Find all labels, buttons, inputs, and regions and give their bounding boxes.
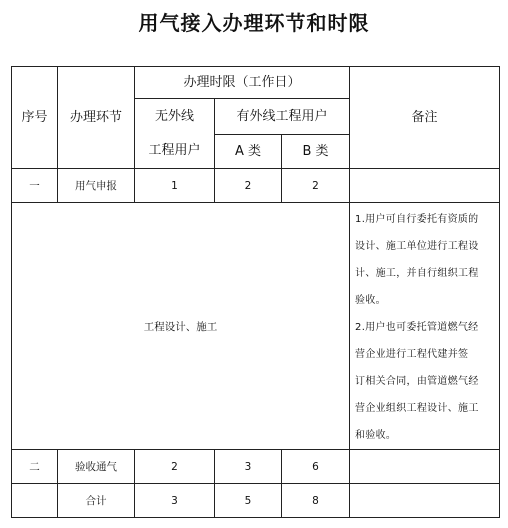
remark-line: 设计、施工单位进行工程设 (355, 241, 479, 252)
row-remark (350, 450, 500, 484)
row-class-b-total: 8 (282, 484, 350, 518)
row-no-external-days: 2 (135, 450, 215, 484)
header-time-limit: 办理时限（工作日） (135, 67, 350, 99)
header-seq: 序号 (12, 67, 58, 169)
remark-line: 2.用户也可委托管道燃气经 (355, 322, 479, 333)
table-row (12, 169, 500, 203)
remark-line: 和验收。 (355, 430, 397, 441)
table-row (12, 203, 500, 450)
document-title: 用气接入办理环节和时限 (138, 11, 370, 35)
remark-line: 验收。 (355, 295, 386, 306)
row-class-a-days: 3 (215, 450, 282, 484)
row-stage-total: 合计 (58, 484, 135, 518)
header-remarks: 备注 (350, 67, 500, 169)
row-no-external-days: 1 (135, 169, 215, 203)
header-class-b: B 类 (282, 135, 350, 169)
row-remark-notes (350, 203, 500, 450)
remark-line: 订相关合同，由管道燃气经 (355, 376, 479, 387)
table-row (12, 450, 500, 484)
row-remark (350, 484, 500, 518)
row-class-b-days: 6 (282, 450, 350, 484)
row-class-a-days: 2 (215, 169, 282, 203)
remark-line: 计、施工，并自行组织工程 (355, 268, 479, 279)
row-seq: 一 (12, 169, 58, 203)
remark-line: 营企业组织工程设计、施工 (355, 403, 479, 414)
header-with-external: 有外线工程用户 (215, 99, 350, 135)
remark-line: 营企业进行工程代建并签 (355, 349, 469, 360)
remark-line: 1.用户可自行委托有资质的 (355, 214, 479, 225)
row-no-external-total: 3 (135, 484, 215, 518)
row-seq: 二 (12, 450, 58, 484)
header-stage: 办理环节 (58, 67, 135, 169)
row-stage-merged: 工程设计、施工 (12, 203, 350, 450)
table-row (12, 484, 500, 518)
row-stage: 验收通气 (58, 450, 135, 484)
time-limit-table (11, 66, 500, 518)
header-no-external-users: 工程用户 (135, 135, 215, 169)
header-no-external: 无外线 (135, 99, 215, 135)
row-remark (350, 169, 500, 203)
row-stage: 用气申报 (58, 169, 135, 203)
row-class-b-days: 2 (282, 169, 350, 203)
header-class-a: A 类 (215, 135, 282, 169)
row-seq (12, 484, 58, 518)
row-class-a-total: 5 (215, 484, 282, 518)
